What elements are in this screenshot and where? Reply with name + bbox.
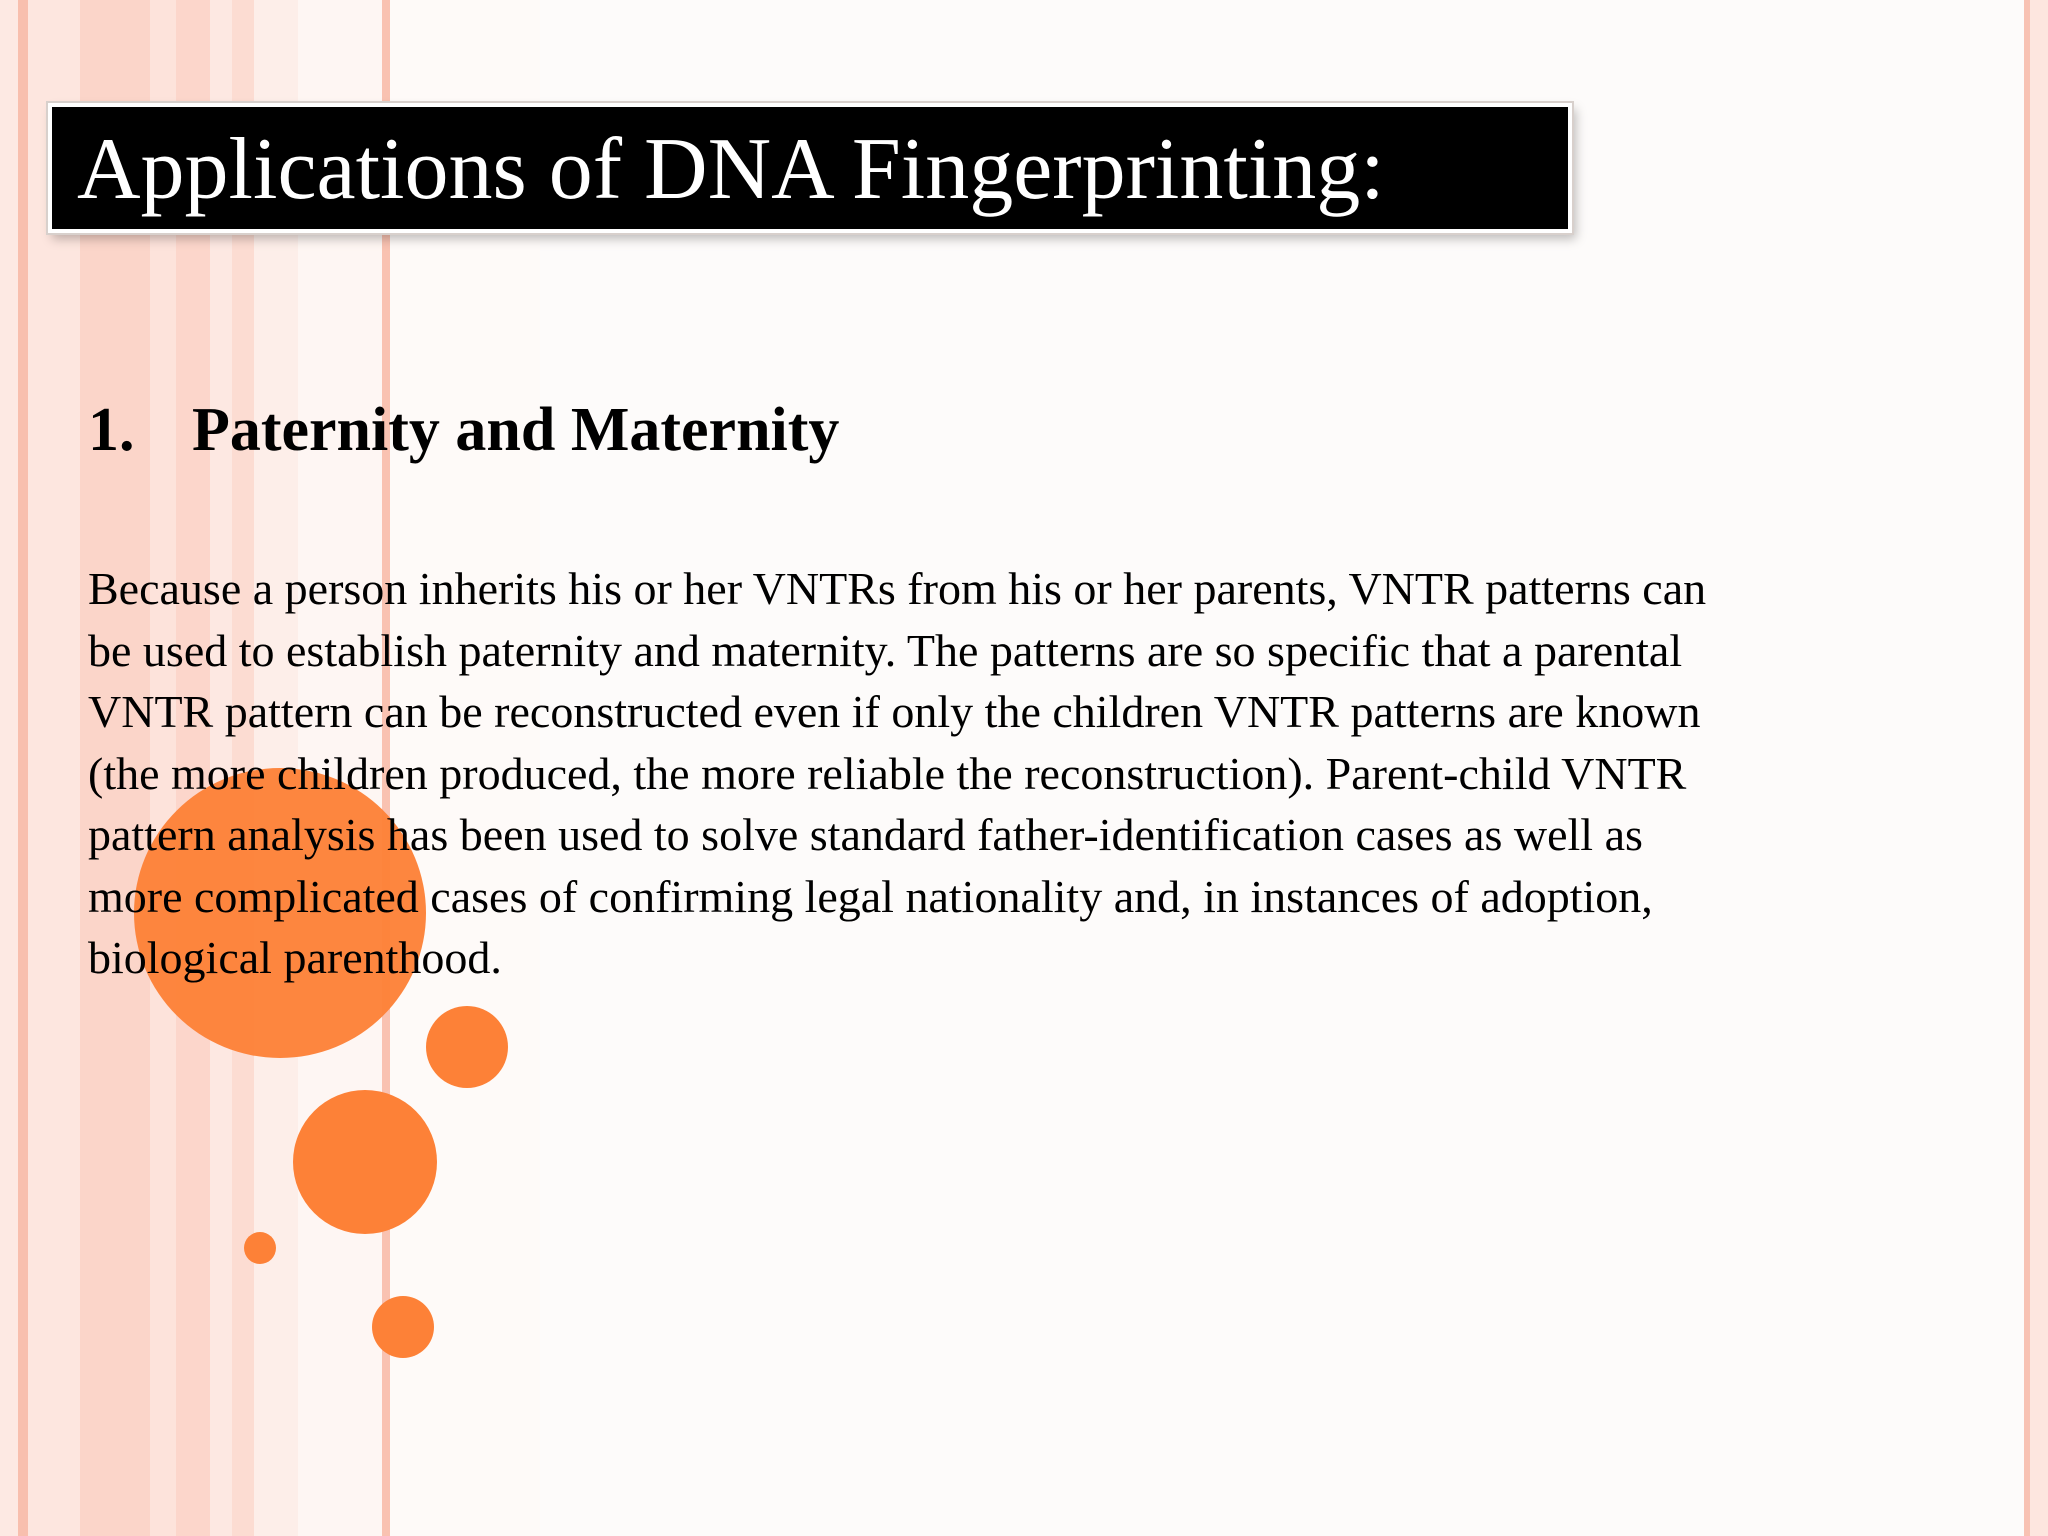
section-heading — [88, 390, 839, 470]
decor-circle-small — [244, 1232, 276, 1264]
body-line: more complicated cases of confirming legal nationality and, in instances of adoption, — [88, 870, 1653, 922]
decor-stripe — [18, 0, 28, 1536]
decor-stripe-right — [2030, 0, 2048, 1536]
body-line: Because a person inherits his or her VNTRs from his or her parents, VNTR patterns can — [88, 563, 1707, 614]
section-number: 1. — [88, 396, 135, 464]
decor-circle — [293, 1090, 437, 1234]
slide-title: Applications of DNA Fingerprinting: — [77, 121, 1385, 218]
decor-circle — [372, 1296, 434, 1358]
body-paragraph — [88, 558, 1988, 989]
body-line: biological parenthood. — [88, 932, 502, 983]
section-heading-text: Paternity and Maternity — [192, 396, 840, 464]
body-line: be used to establish paternity and maternity. The patterns are so specific that a parental — [88, 624, 1683, 676]
body-line: (the more children produced, the more reliable the reconstruction). Parent-child VNTR — [88, 747, 1687, 799]
decor-stripe — [0, 0, 18, 1536]
title-bar — [48, 103, 1572, 233]
body-line: VNTR pattern can be reconstructed even if only the children VNTR patterns are known — [88, 686, 1701, 737]
body-line: pattern analysis has been used to solve standard father-identification cases as well as — [88, 809, 1643, 860]
decor-circle — [426, 1006, 508, 1088]
